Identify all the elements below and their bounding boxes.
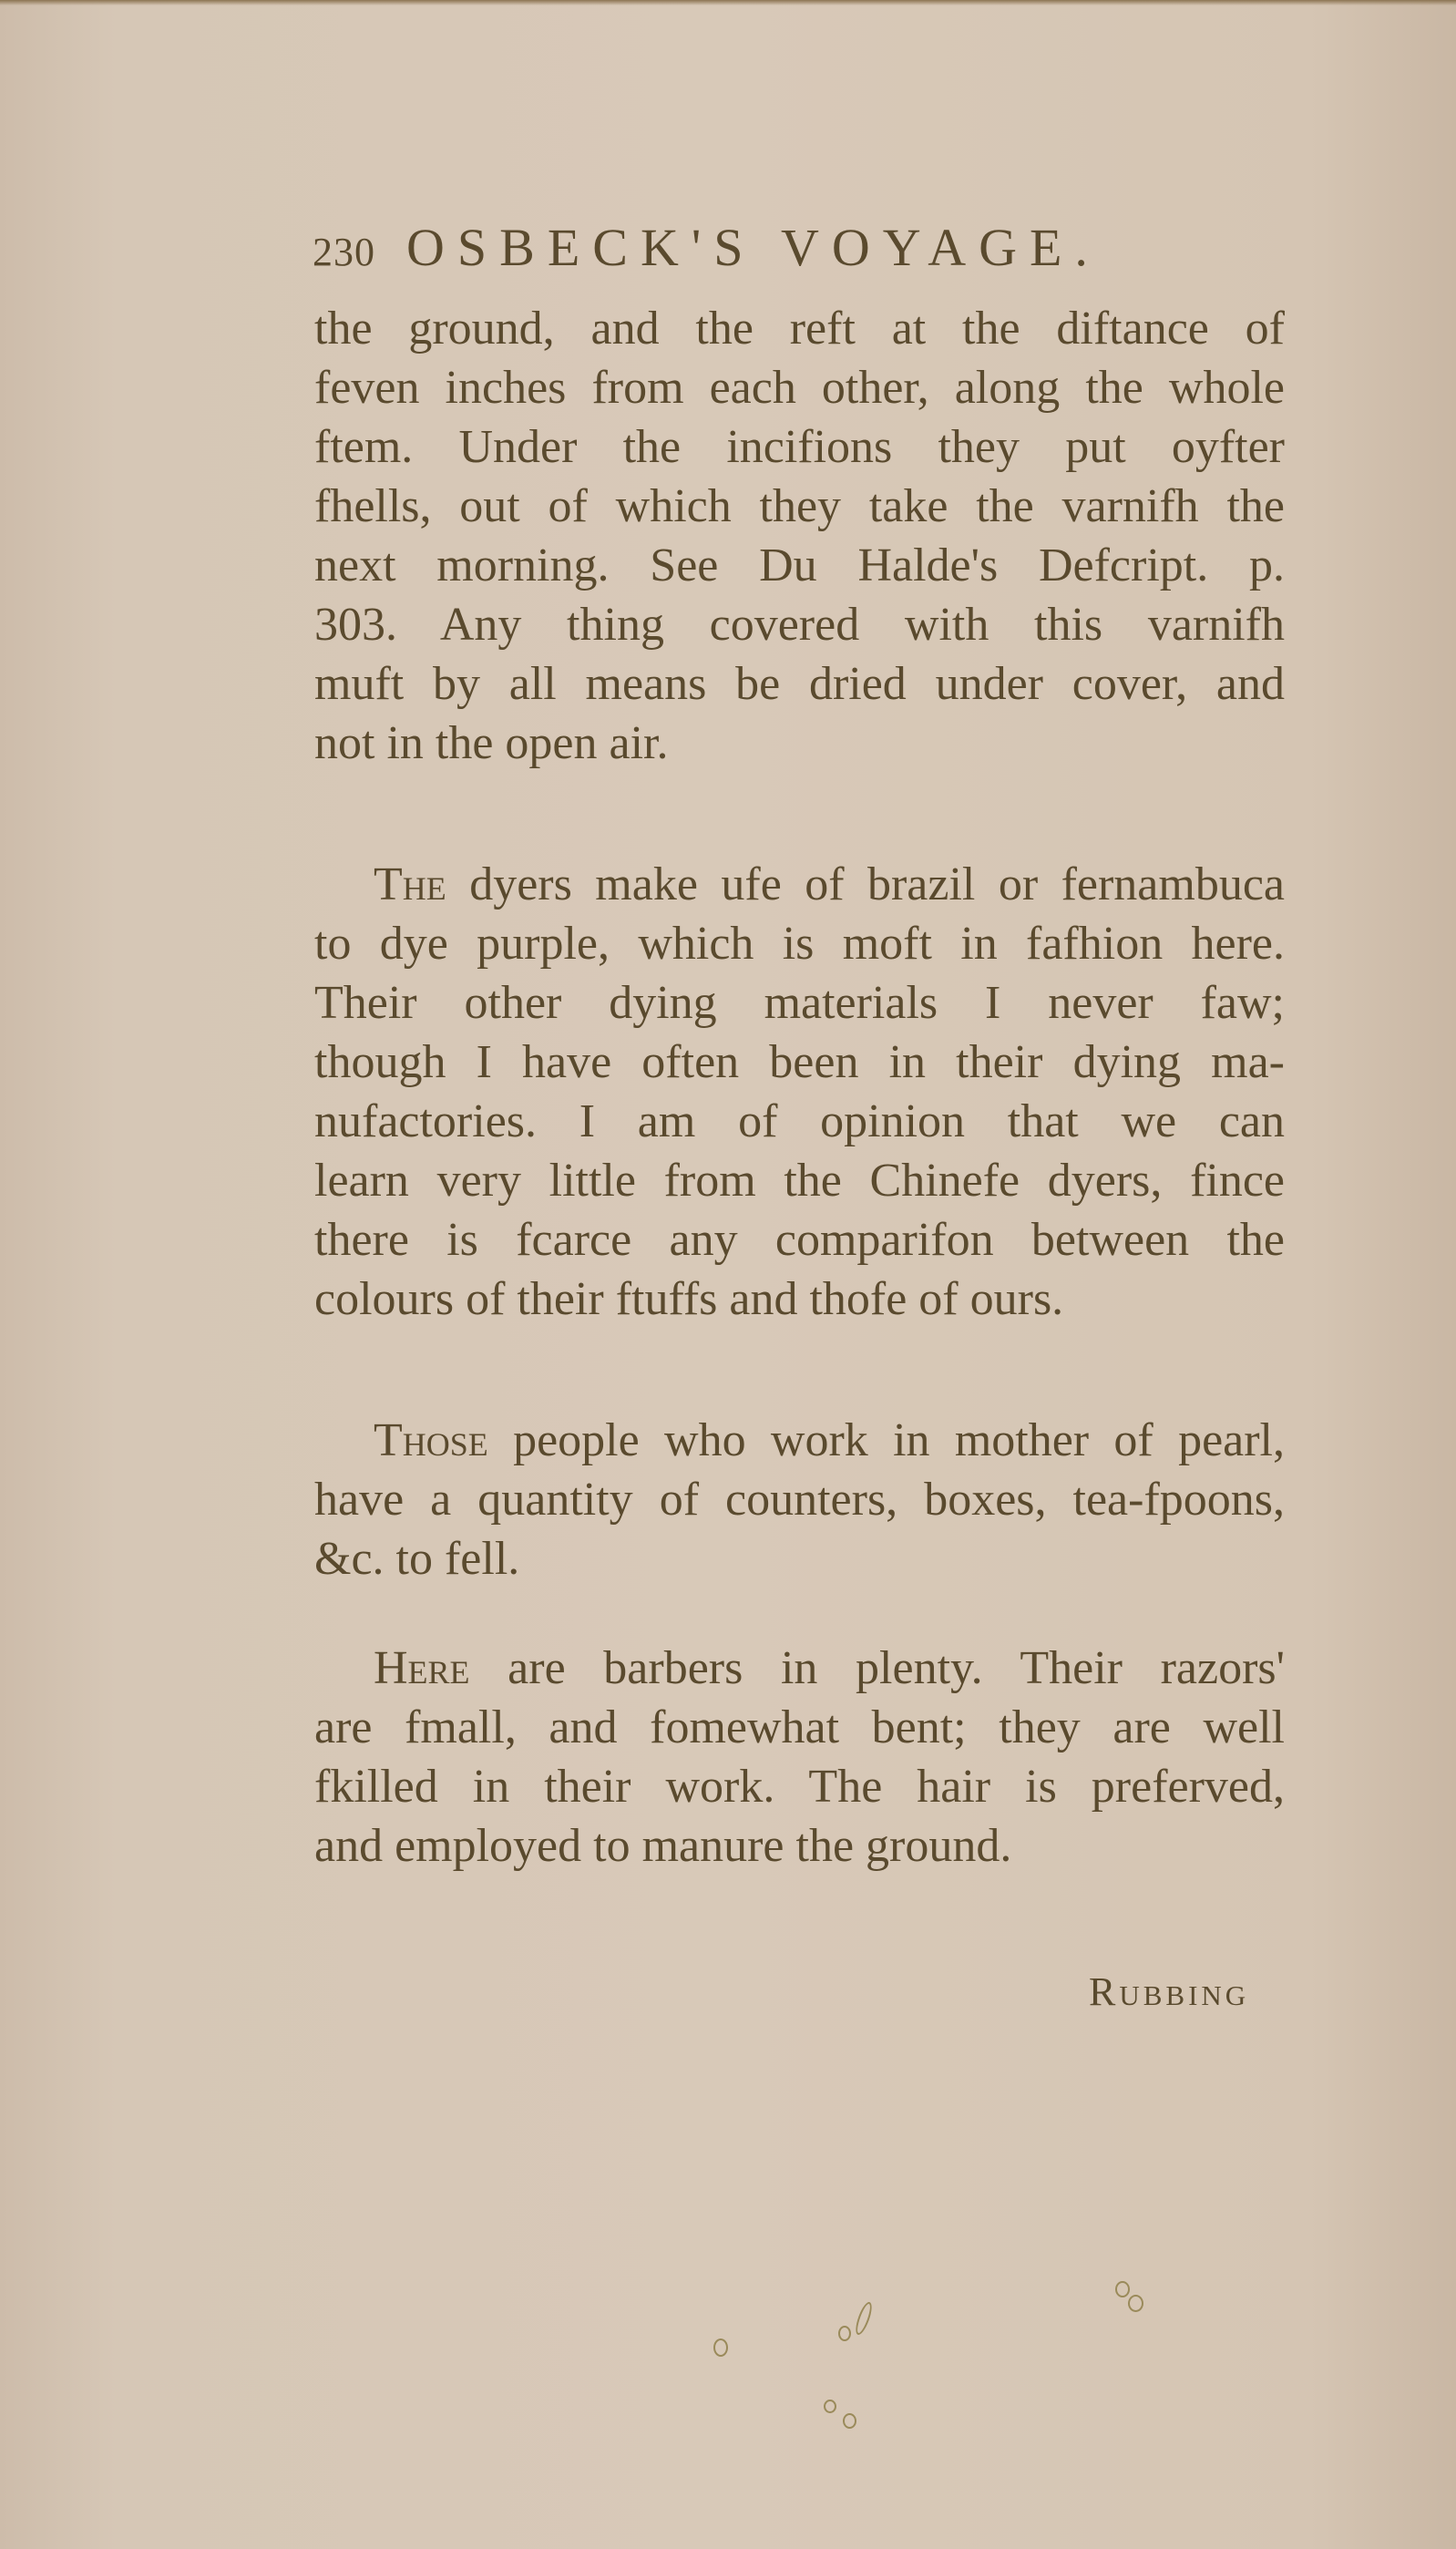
line-text: dyers make ufe of brazil or fernambuca	[446, 858, 1285, 910]
line-text: are barbers in plenty. Their razors'	[469, 1642, 1285, 1694]
paper-speck	[843, 2413, 856, 2429]
text-line: &c. to fell.	[314, 1533, 520, 1585]
text-line: to dye purple, which is moft in fafhion here.	[314, 918, 1285, 970]
text-line: nufactories. I am of opinion that we can	[314, 1095, 1285, 1147]
paper-speck	[713, 2338, 728, 2357]
page-header	[313, 217, 1224, 290]
paper-speck	[853, 2300, 875, 2337]
catchword: Rubbing	[1089, 1969, 1250, 2014]
running-title: OSBECK'S VOYAGE.	[406, 218, 1101, 277]
line-text: people who work in mother of pearl,	[487, 1414, 1285, 1466]
text-line: have a quantity of counters, boxes, tea-fpoons,	[314, 1474, 1285, 1526]
paper-speck	[824, 2400, 836, 2413]
page-number: 230	[313, 230, 375, 274]
text-line-first	[374, 857, 1285, 913]
text-line: muft by all means be dried under cover, and	[314, 658, 1285, 710]
text-line: though I have often been in their dying ma-	[314, 1036, 1285, 1088]
text-line: the ground, and the reft at the diftance of	[314, 303, 1285, 355]
lead-word: Those	[374, 1414, 488, 1466]
paper-speck	[1115, 2281, 1130, 2297]
lead-word: The	[374, 858, 446, 910]
text-line: are fmall, and fomewhat bent; they are well	[314, 1701, 1285, 1753]
text-line: Their other dying materials I never faw;	[314, 977, 1285, 1029]
text-line: fkilled in their work. The hair is preferved,	[314, 1761, 1285, 1813]
text-line: and employed to manure the ground.	[314, 1820, 1012, 1872]
text-line-first	[374, 1413, 1285, 1469]
lead-word: Here	[374, 1642, 470, 1694]
paper-speck	[1128, 2295, 1143, 2312]
paper-speck	[838, 2326, 851, 2341]
page-top-edge	[0, 0, 1456, 5]
text-line: not in the open air.	[314, 717, 669, 769]
text-line: 303. Any thing covered with this varnifh	[314, 599, 1285, 651]
text-line: learn very little from the Chinefe dyers, fince	[314, 1155, 1285, 1207]
text-line: colours of their ftuffs and thofe of ours.	[314, 1273, 1064, 1325]
text-line: ftem. Under the incifions they put oyfter	[314, 421, 1285, 473]
text-line: next morning. See Du Halde's Defcript. p.	[314, 540, 1285, 591]
text-line: fhells, out of which they take the varnifh the	[314, 480, 1285, 532]
text-line-first	[374, 1640, 1285, 1697]
text-line: feven inches from each other, along the whole	[314, 362, 1285, 414]
text-line: there is fcarce any comparifon between the	[314, 1214, 1285, 1266]
